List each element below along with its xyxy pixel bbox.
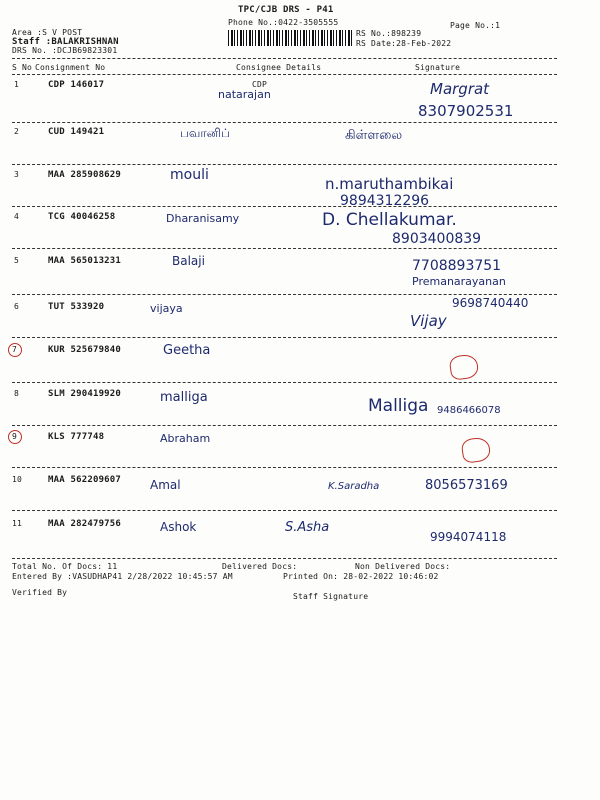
document-title: TPC/CJB DRS - P41: [238, 5, 334, 15]
row-1-signature: Margrat: [430, 80, 490, 98]
rs-number: RS No.:898239: [356, 29, 422, 38]
row-9-consignment: KLS 777748: [48, 432, 105, 442]
red-stamp-mark: [460, 436, 491, 464]
row-divider: [12, 337, 557, 338]
col-consignment: Consignment No: [35, 63, 106, 72]
row-divider: [12, 510, 557, 511]
row-1-print-details: CDP: [252, 80, 268, 89]
row-8-sno: 8: [14, 389, 20, 398]
row-divider: [12, 206, 557, 207]
row-3-sno: 3: [14, 170, 20, 179]
row-7-consignment: KUR 525679840: [48, 345, 122, 355]
row-divider: [12, 122, 557, 123]
row-10-consignment: MAA 562209607: [48, 475, 122, 485]
barcode-image: [228, 30, 352, 46]
row-1-phone: 8307902531: [418, 102, 514, 120]
row-5-sno: 5: [14, 256, 20, 265]
row-4-sno: 4: [14, 212, 20, 221]
row-5-consignment: MAA 565013231: [48, 256, 122, 266]
row-4-signature: D. Chellakumar.: [322, 210, 457, 230]
row-9-sno: 9: [12, 432, 18, 441]
row-1-sno: 1: [14, 80, 20, 89]
row-10-phone: 8056573169: [425, 478, 508, 493]
col-sno: S No: [12, 63, 33, 72]
row-3-consignee-name: mouli: [170, 167, 209, 183]
verified-by: Verified By: [12, 588, 68, 597]
row-divider: [12, 467, 557, 468]
table-end-divider: [12, 558, 557, 559]
row-6-consignee-name: vijaya: [150, 302, 183, 315]
row-3-phone: 9894312296: [340, 193, 430, 209]
col-consignee-details: Consignee Details: [236, 63, 322, 72]
row-8-consignment: SLM 290419920: [48, 389, 122, 399]
phone-number: Phone No.:0422-3505555: [228, 18, 339, 27]
row-9-consignee-name: Abraham: [160, 432, 211, 445]
row-10-sno: 10: [12, 475, 23, 484]
row-divider: [12, 294, 557, 295]
rs-date: RS Date:28-Feb-2022: [356, 39, 452, 48]
row-2-consignment: CUD 149421: [48, 127, 105, 137]
row-5-phone: 7708893751: [412, 258, 502, 274]
row-divider: [12, 248, 557, 249]
row-6-consignment: TUT 533920: [48, 302, 105, 312]
red-stamp-mark: [448, 353, 479, 381]
row-10-consignee-name: Amal: [150, 478, 181, 492]
header-divider: [12, 58, 557, 59]
row-11-consignment: MAA 282479756: [48, 519, 122, 529]
staff-label: Staff :BALAKRISHNAN: [12, 37, 119, 47]
staff-signature: Staff Signature: [293, 592, 369, 601]
row-11-phone: 9994074118: [430, 530, 507, 544]
area-label: Area :S V POST: [12, 28, 83, 37]
row-2-consignee-name: பவானிப்: [180, 126, 230, 140]
col-signature: Signature: [415, 63, 461, 72]
page-number: Page No.:1: [450, 21, 501, 30]
row-8-signature: Malliga: [368, 396, 429, 416]
row-8-phone: 9486466078: [437, 405, 501, 416]
row-11-consignee-name: Ashok: [160, 520, 197, 534]
row-7-consignee-name: Geetha: [163, 343, 211, 358]
delivered-docs: Delivered Docs:: [222, 562, 298, 571]
row-3-consignment: MAA 285908629: [48, 170, 122, 180]
row-4-phone: 8903400839: [392, 231, 482, 247]
row-11-signature: S.Asha: [285, 520, 330, 535]
row-6-sno: 6: [14, 302, 20, 311]
row-4-consignment: TCG 40046258: [48, 212, 116, 222]
row-8-consignee-name: malliga: [160, 390, 208, 405]
row-7-sno: 7: [12, 345, 18, 354]
row-6-signature: Vijay: [410, 312, 447, 330]
printed-on: Printed On: 28-02-2022 10:46:02: [283, 572, 439, 581]
row-5-consignee-name: Balaji: [172, 254, 205, 268]
row-divider: [12, 164, 557, 165]
non-delivered-docs: Non Delivered Docs:: [355, 562, 451, 571]
row-1-consignee-name: natarajan: [218, 88, 271, 101]
drs-number: DRS No. :DCJB69823301: [12, 46, 118, 55]
row-1-consignment: CDP 146017: [48, 80, 105, 90]
row-10-signature: K.Saradha: [328, 481, 380, 492]
row-3-signature: n.maruthambikai: [325, 175, 454, 193]
row-divider: [12, 425, 557, 426]
entered-by: Entered By :VASUDHAP41 2/28/2022 10:45:57 AM: [12, 572, 233, 581]
row-2-sno: 2: [14, 127, 20, 136]
total-docs: Total No. Of Docs: 11: [12, 562, 118, 571]
column-header-divider: [12, 74, 557, 75]
row-5-signature: Premanarayanan: [412, 275, 506, 288]
row-4-consignee-name: Dharanisamy: [166, 212, 240, 225]
row-divider: [12, 382, 557, 383]
row-6-phone: 9698740440: [452, 296, 529, 310]
row-2-signature: கிள்ளலை: [345, 128, 403, 143]
row-11-sno: 11: [12, 519, 23, 528]
